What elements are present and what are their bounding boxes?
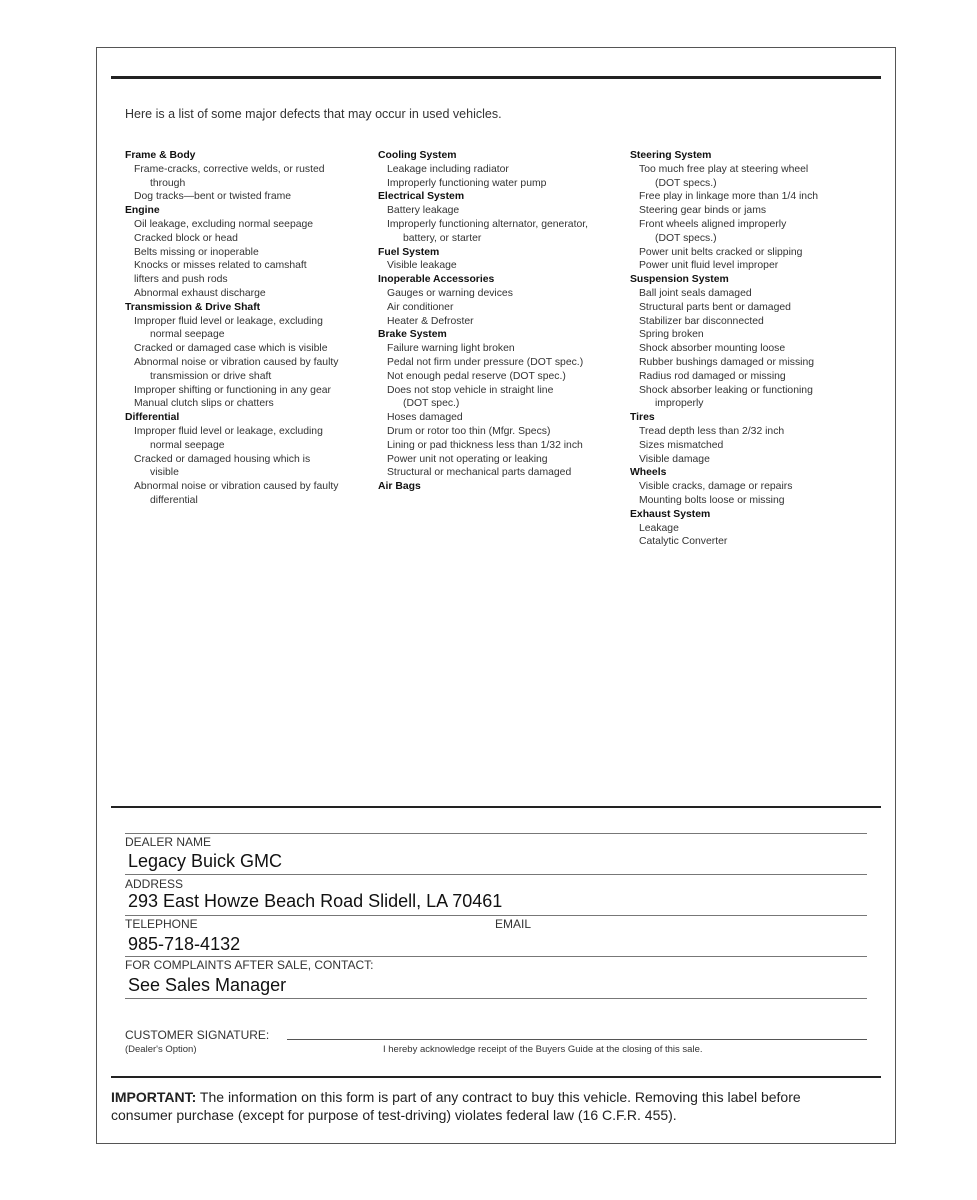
defect-category-heading: Transmission & Drive Shaft <box>125 301 261 313</box>
defect-category-heading: Inoperable Accessories <box>378 274 495 286</box>
defect-category-heading: Suspension System <box>630 274 729 286</box>
defect-item: Power unit fluid level improper <box>639 260 779 272</box>
important-notice <box>111 1088 865 1124</box>
defect-category-heading: Wheels <box>630 467 667 479</box>
defect-item: Abnormal noise or vibration caused by faulty <box>134 356 339 368</box>
defect-item: transmission or drive shaft <box>150 370 272 382</box>
defect-item: Rubber bushings damaged or missing <box>639 356 815 368</box>
defect-item: Steering gear binds or jams <box>639 205 767 217</box>
defect-category-heading: Differential <box>125 412 180 424</box>
defect-item: Drum or rotor too thin (Mfgr. Specs) <box>387 425 551 437</box>
defect-item: lifters and push rods <box>134 274 228 286</box>
defect-item: improperly <box>655 398 704 410</box>
signature-line <box>287 1039 867 1040</box>
defect-item: Shock absorber mounting loose <box>639 343 786 355</box>
defects-column-2 <box>378 149 618 494</box>
defect-category-heading: Air Bags <box>378 481 421 493</box>
defect-item: Too much free play at steering wheel <box>639 163 809 175</box>
top-rule <box>111 76 881 79</box>
telephone-label: TELEPHONE <box>125 917 198 931</box>
defect-category-heading: Brake System <box>378 329 447 341</box>
defect-item: Knocks or misses related to camshaft <box>134 260 307 272</box>
defect-item: Improper fluid level or leakage, excluding <box>134 425 323 437</box>
important-text: The information on this form is part of any contract to buy this vehicle. Removing this label before consumer purchase (except for purpose of test-driving) violates federal law (16 C.F.R. 455). <box>111 1089 801 1123</box>
defect-item: Air conditioner <box>387 301 454 313</box>
defect-category-heading: Electrical System <box>378 191 465 203</box>
defect-item: Leakage <box>639 522 679 534</box>
buyers-guide-page <box>96 47 896 1144</box>
defect-item: Frame-cracks, corrective welds, or rusted <box>134 163 325 175</box>
defect-item: Front wheels aligned improperly <box>639 218 787 230</box>
defect-item: battery, or starter <box>403 232 482 244</box>
section-divider <box>111 806 881 808</box>
defect-item: normal seepage <box>150 329 225 341</box>
defect-item: Pedal not firm under pressure (DOT spec.) <box>387 356 584 368</box>
defect-item: Gauges or warning devices <box>387 287 513 299</box>
defect-item: Improper fluid level or leakage, excluding <box>134 315 323 327</box>
defect-item: Failure warning light broken <box>387 343 515 355</box>
complaints-label: FOR COMPLAINTS AFTER SALE, CONTACT: <box>125 958 374 972</box>
defect-item: Cracked block or head <box>134 232 238 244</box>
defect-item: Structural parts bent or damaged <box>639 301 791 313</box>
defect-item: Power unit belts cracked or slipping <box>639 246 803 258</box>
defect-item: Does not stop vehicle in straight line <box>387 384 554 396</box>
defect-category-heading: Fuel System <box>378 246 440 258</box>
defect-item: Oil leakage, excluding normal seepage <box>134 218 314 230</box>
defect-item: Mounting bolts loose or missing <box>639 494 785 506</box>
complaints-value: See Sales Manager <box>128 975 287 995</box>
defect-item: Improperly functioning alternator, generator, <box>387 218 589 230</box>
dealer-option-note: (Dealer's Option) <box>125 1044 197 1055</box>
defect-item: normal seepage <box>150 439 225 451</box>
defect-item: (DOT specs.) <box>655 177 717 189</box>
defects-column-1 <box>125 149 365 508</box>
defect-item: differential <box>150 494 198 506</box>
email-label: EMAIL <box>495 917 532 931</box>
defect-item: Stabilizer bar disconnected <box>639 315 764 327</box>
defect-item: (DOT specs.) <box>655 232 717 244</box>
defect-item: Structural or mechanical parts damaged <box>387 467 572 479</box>
defect-item: Manual clutch slips or chatters <box>134 398 274 410</box>
defect-item: Leakage including radiator <box>387 163 509 175</box>
defect-item: Sizes mismatched <box>639 439 724 451</box>
defect-item: Visible damage <box>639 453 710 465</box>
defect-item: Hoses damaged <box>387 412 463 424</box>
important-label: IMPORTANT: <box>111 1089 197 1105</box>
defect-item: Abnormal exhaust discharge <box>134 287 266 299</box>
address-value: 293 East Howze Beach Road Slidell, LA 70461 <box>128 891 503 911</box>
defect-item: (DOT spec.) <box>403 398 460 410</box>
defect-item: Visible leakage <box>387 260 457 272</box>
dealer-name-label: DEALER NAME <box>125 835 212 849</box>
defect-category-heading: Frame & Body <box>125 150 196 161</box>
defect-item: Improperly functioning water pump <box>387 177 547 189</box>
defect-item: Dog tracks—bent or twisted frame <box>134 191 292 203</box>
defect-item: Visible cracks, damage or repairs <box>639 481 793 493</box>
defect-item: Ball joint seals damaged <box>639 287 752 299</box>
address-line <box>125 874 867 875</box>
defect-item: Improper shifting or functioning in any gear <box>134 384 331 396</box>
intro-text: Here is a list of some major defects that may occur in used vehicles. <box>125 107 502 121</box>
defect-item: Power unit not operating or leaking <box>387 453 548 465</box>
defect-item: Heater & Defroster <box>387 315 474 327</box>
telephone-line <box>125 915 867 916</box>
complaints-line <box>125 956 867 957</box>
defect-item: Battery leakage <box>387 205 460 217</box>
defect-category-heading: Exhaust System <box>630 508 711 520</box>
defect-item: Lining or pad thickness less than 1/32 inch <box>387 439 583 451</box>
defect-item: through <box>150 177 186 189</box>
telephone-value: 985-718-4132 <box>128 934 241 954</box>
defect-item: Free play in linkage more than 1/4 inch <box>639 191 819 203</box>
defect-item: Cracked or damaged housing which is <box>134 453 311 465</box>
defect-item: Abnormal noise or vibration caused by faulty <box>134 481 339 493</box>
address-label: ADDRESS <box>125 877 184 891</box>
defect-category-heading: Engine <box>125 205 160 217</box>
dealer-name-line <box>125 833 867 834</box>
acknowledge-text: I hereby acknowledge receipt of the Buyers Guide at the closing of this sale. <box>383 1044 703 1055</box>
defect-category-heading: Steering System <box>630 150 712 161</box>
bottom-rule <box>111 1076 881 1078</box>
defect-item: Spring broken <box>639 329 704 341</box>
defect-category-heading: Cooling System <box>378 150 457 161</box>
defect-item: Belts missing or inoperable <box>134 246 259 258</box>
defect-item: Tread depth less than 2/32 inch <box>639 425 785 437</box>
defect-item: Radius rod damaged or missing <box>639 370 786 382</box>
defects-column-3 <box>630 149 880 549</box>
defect-item: visible <box>150 467 179 479</box>
defect-category-heading: Tires <box>630 412 655 424</box>
defect-item: Cracked or damaged case which is visible <box>134 343 328 355</box>
defect-item: Catalytic Converter <box>639 536 728 548</box>
dealer-name-value: Legacy Buick GMC <box>128 851 283 871</box>
complaints-bottom-line <box>125 998 867 999</box>
defect-item: Not enough pedal reserve (DOT spec.) <box>387 370 566 382</box>
customer-signature-label: CUSTOMER SIGNATURE: <box>125 1028 270 1042</box>
defect-item: Shock absorber leaking or functioning <box>639 384 813 396</box>
